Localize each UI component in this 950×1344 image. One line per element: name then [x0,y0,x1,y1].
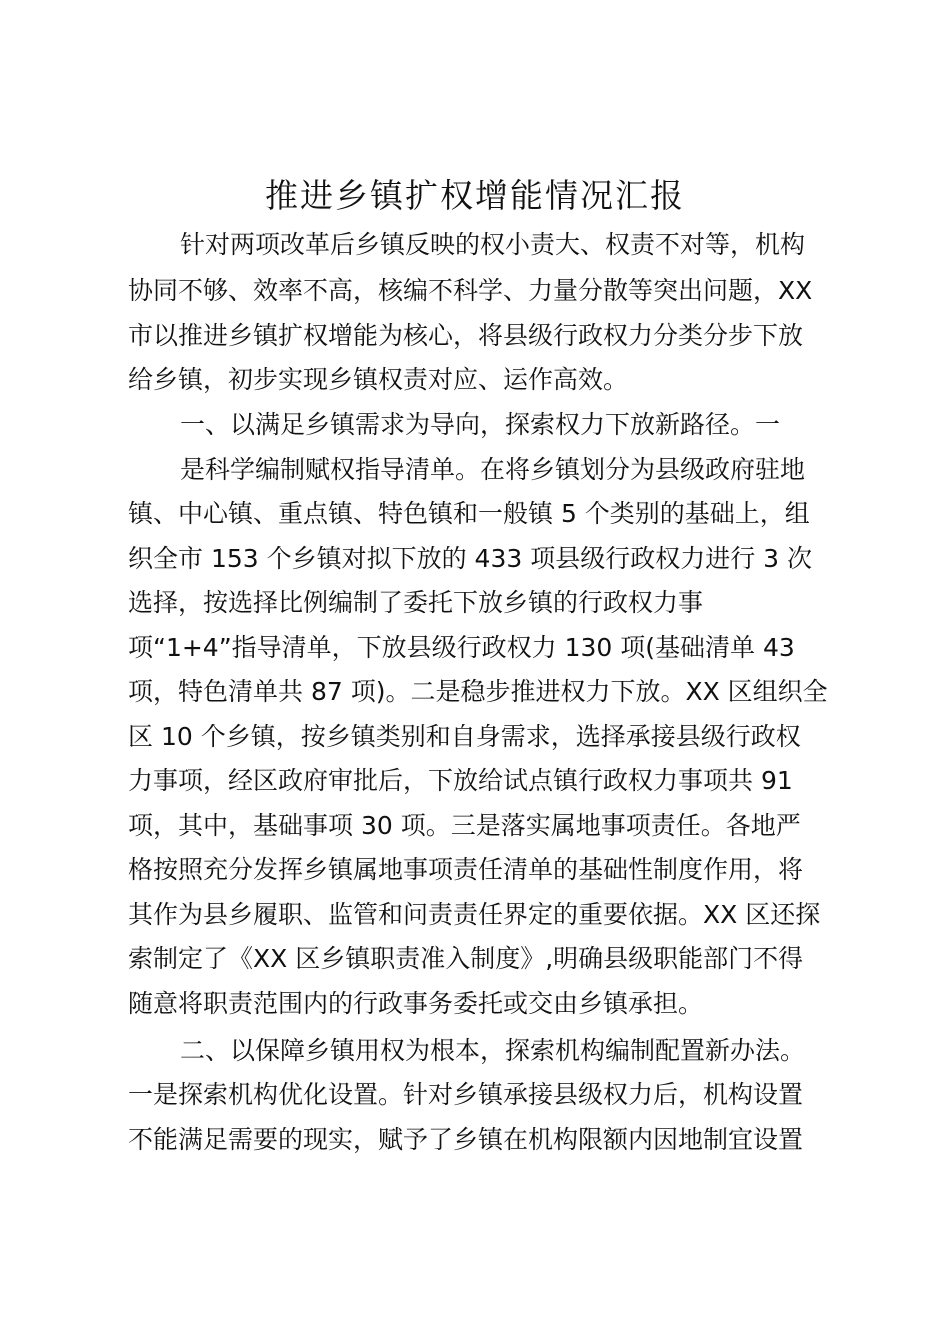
text-line-20: 一是探索机构优化设置。针对乡镇承接县级权力后，机构设置 [128,1080,804,1109]
text-line-21: 不能满足需要的现实，赋予了乡镇在机构限额内因地制宜设置 [128,1125,804,1154]
document-title: 推进乡镇扩权增能情况汇报 [265,176,685,215]
text-line-15: 格按照充分发挥乡镇属地事项责任清单的基础性制度作用，将 [128,855,804,884]
text-line-13: 力事项，经区政府审批后，下放给试点镇行政权力事项共 91 [128,766,793,795]
text-line-18: 随意将职责范围内的行政事务委托或交由乡镇承担。 [128,989,704,1018]
text-line-3: 市以推进乡镇扩权增能为核心，将县级行政权力分类分步下放 [128,321,804,350]
text-line-8: 织全市 153 个乡镇对拟下放的 433 项县级行政权力进行 3 次 [128,544,813,573]
text-line-10: 项“1+4”指导清单，下放县级行政权力 130 项(基础清单 43 [128,633,795,662]
text-line-19: 二、以保障乡镇用权为根本，探索机构编制配置新办法。 [180,1036,806,1065]
text-line-1: 针对两项改革后乡镇反映的权小责大、权责不对等，机构 [180,230,806,259]
text-line-12: 区 10 个乡镇，按乡镇类别和自身需求，选择承接县级行政权 [128,722,801,751]
text-line-9: 选择，按选择比例编制了委托下放乡镇的行政权力事 [128,588,704,617]
text-line-7: 镇、中心镇、重点镇、特色镇和一般镇 5 个类别的基础上，组 [128,499,810,528]
text-line-17: 索制定了《XX 区乡镇职责准入制度》,明确县级职能部门不得 [128,944,804,973]
text-line-5: 一、以满足乡镇需求为导向，探索权力下放新路径。一 [180,410,781,439]
text-line-6: 是科学编制赋权指导清单。在将乡镇划分为县级政府驻地 [180,455,806,484]
text-line-4: 给乡镇，初步实现乡镇权责对应、运作高效。 [128,365,629,394]
text-line-16: 其作为县乡履职、监管和问责责任界定的重要依据。XX 区还探 [128,900,821,929]
text-line-2: 协同不够、效率不高，核编不科学、力量分散等突出问题，XX [128,276,813,305]
text-line-11: 项，特色清单共 87 项)。二是稳步推进权力下放。XX 区组织全 [128,677,828,706]
text-line-14: 项，其中，基础事项 30 项。三是落实属地事项责任。各地严 [128,811,801,840]
